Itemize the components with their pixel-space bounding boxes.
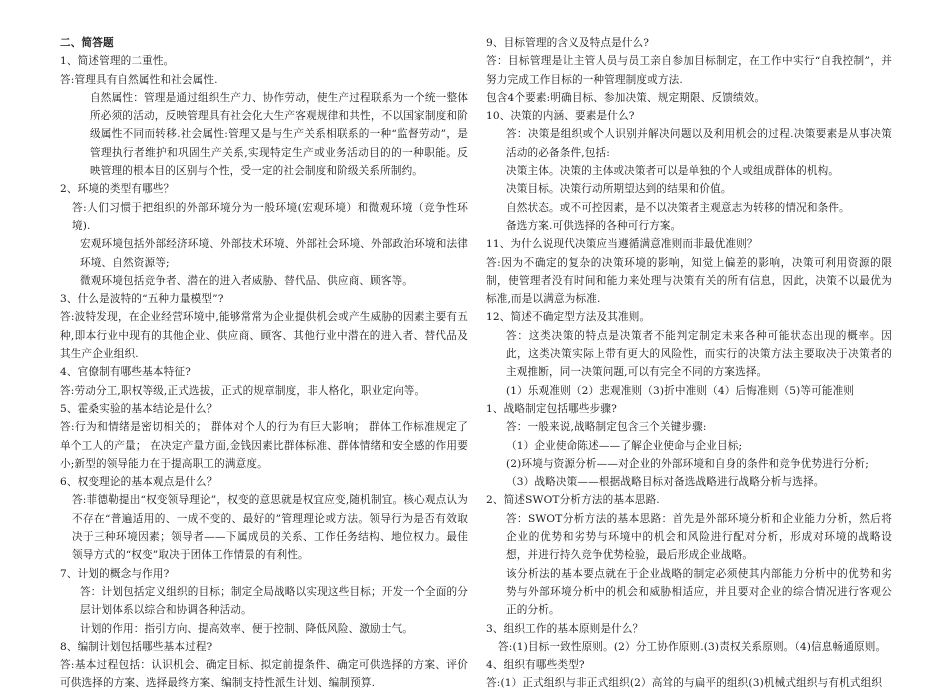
text-paragraph: 答:波特发现，在企业经营环境中,能够常常为企业提供机会或产生威胁的因素主要有五种,即本行业中现有的其他企业、供应商、顾客、其他行业中潜在的进入者、替代品及其生产企业组织. <box>60 311 468 361</box>
text-paragraph: 3、组织工作的基本原则是什么？ <box>486 622 644 635</box>
text-paragraph: 8、编制计划包括哪些基本过程? <box>60 640 213 653</box>
text-paragraph: （3）战略决策——根据战略目标对备选战略进行战略分析与选择。 <box>506 476 825 489</box>
text-paragraph: 包含4个要素:明确目标、参加决策、规定期限、反馈绩效。 <box>486 91 766 104</box>
text-paragraph: 自然状态。或不可控因素，是不以决策者主观意志为转移的情况和条件。 <box>506 201 850 214</box>
text-paragraph: 该分析法的基本要点就在于企业战略的制定必须使其内部能力分析中的优势和劣势与外部环境分析中的机会和威胁相适应，并且要对企业的综合情况进行客观公正的分析。 <box>506 567 892 617</box>
text-paragraph: 备选方案.可供选择的各种可行方案。 <box>506 219 682 232</box>
text-paragraph: 答：目标管理是让主管人员与员工亲自参加目标制定，在工作中实行“自我控制”，并努力完成工作目标的一种管理制度或方法. <box>486 55 892 86</box>
text-paragraph: 4、组织有哪些类型? <box>486 659 585 672</box>
text-paragraph: 自然属性：管理是通过组织生产力、协作劳动，使生产过程联系为一个统一整体所必须的活动，反映管理具有社会化大生产客观规律和共性，不以国家制度和阶级属性不同而转移.社会属性:管理又是与生产关系相联系的一种“监督劳动”，是管理执行者维护和巩固生产关系,实现特定生产或业务活动目的的一种职能。反映管理的根本目的区别与个性，受一定的社会制度和阶级关系所制约。 <box>90 91 468 178</box>
text-paragraph: 答:因为不确定的复杂的决策环境的影响，知觉上偏差的影响，决策可利用资源的限制，使管理者没有时间和能力来处理与决策有关的所有信息，因此，决策不以最优为标准,而是以满意为标准. <box>486 256 892 306</box>
text-paragraph: 11、为什么说现代决策应当遵循满意准则而非最优准则？ <box>486 238 758 251</box>
text-paragraph: 答:(1)目标一致性原则。(2）分工协作原则.(3)责权关系原则。（4)信息畅通原则。 <box>498 640 887 653</box>
right-column <box>486 34 892 693</box>
text-paragraph: 2、环境的类型有哪些？ <box>60 183 175 196</box>
text-paragraph: 12、简述不确定型方法及其准则。 <box>486 311 651 324</box>
text-paragraph: 3、什么是波特的“五种力量模型”? <box>60 293 224 306</box>
section-heading: 二、简答题 <box>60 37 114 49</box>
text-paragraph: （1）企业使命陈述——了解企业使命与企业目标; <box>506 439 743 452</box>
text-paragraph: 1、简述管理的二重性。 <box>60 55 175 68</box>
text-paragraph: 答:菲德勒提出“权变领导理论”，权变的意思就是权宜应变,随机制宜。核心观点认为不存在“普遍适用的、一成不变的、最好的”管理理论或方法。领导行为是否有效取决于三种环境因素；领导者——下属成员的关系、工作任务结构、地位权力。最佳领导方式的“权变”取决于团体工作情景的有利性。 <box>72 494 468 562</box>
text-paragraph: 答：这类决策的特点是决策者不能判定制定未来各种可能状态出现的概率。因此，这类决策实际上带有更大的风险性，而实行的决策方法主要取决于决策者的主观推断，同一决策问题,可以有完全不同的方案选择。 <box>506 329 892 379</box>
text-paragraph: 决策主体。决策的主体或决策者可以是单独的个人或组成群体的机构。 <box>506 165 840 178</box>
text-paragraph: 微观环境包括竞争者、潜在的进入者威胁、替代品、供应商、顾客等。 <box>80 274 414 287</box>
text-paragraph: 宏观环境包括外部经济环境、外部技术环境、外部社会环境、外部政治环境和法律环境、自然资源等; <box>80 238 468 269</box>
text-paragraph: 9、目标管理的含义及特点是什么? <box>486 37 650 49</box>
text-paragraph: 5、霍桑实验的基本结论是什么？ <box>60 402 218 415</box>
text-paragraph: 10、决策的内涵、要素是什么? <box>486 110 635 123</box>
text-paragraph: 计划的作用：指引方向、提高效率、便于控制、降低风险、激励士气。 <box>80 622 414 635</box>
text-paragraph: 答:劳动分工,职权等级,正式选拔，正式的规章制度，非人格化，职业定向等。 <box>60 384 426 397</box>
text-paragraph: (1）乐观准则（2）悲观准则（3)折中准则（4）后悔准则（5)等可能准则 <box>506 384 855 397</box>
text-paragraph: 6、权变理论的基本观点是什么？ <box>60 476 218 489</box>
text-paragraph: 答:行为和情绪是密切相关的； 群体对个人的行为有巨大影响； 群体工作标准规定了单个工人的产量； 在决定产量方面,金钱因素比群体标准、群体情绪和安全感的作用要小;新型的领导能力在于提高职工的满意度。 <box>60 421 468 470</box>
text-paragraph: 答:基本过程包括：认识机会、确定目标、拟定前提条件、确定可供选择的方案、评价可供选择的方案、选择最终方案、编制支持性派生计划、编制预算. <box>60 659 468 690</box>
text-paragraph: 答:人们习惯于把组织的外部环境分为一般环境(宏观环境）和微观环境（竞争性环境). <box>72 201 468 232</box>
text-paragraph: 7、计划的概念与作用? <box>60 567 170 580</box>
text-paragraph: 答：一般来说,战略制定包含三个关键步骤: <box>506 421 707 434</box>
text-paragraph: 1、战略制定包括哪些步骤? <box>486 402 617 415</box>
text-paragraph: (2)环境与资源分析——对企业的外部环境和自身的条件和竞争优势进行分析; <box>506 457 869 470</box>
text-paragraph: 答:(1）正式组织与非正式组织(2）高耸的与扁平的组织(3)机械式组织与有机式组织 <box>486 677 883 690</box>
text-paragraph: 答：计划包括定义组织的目标；制定全局战略以实现这些目标；开发一个全面的分层计划体系以综合和协调各种活动。 <box>80 585 468 617</box>
left-column <box>60 34 468 693</box>
text-paragraph: 答：SWOT分析方法的基本思路：首先是外部环境分析和企业能力分析，然后将企业的优势和劣势与环境中的机会和风险进行配对分析，形成对环境的战略设想，并进行持久竞争优势检验，最后形成企业战略。 <box>506 512 892 562</box>
text-paragraph: 4、官僚制有哪些基本特征? <box>60 366 191 379</box>
text-paragraph: 2、简述SWOT分析方法的基本思路. <box>486 494 660 507</box>
text-paragraph: 答：决策是组织或个人识别并解决问题以及利用机会的过程.决策要素是从事决策活动的必备条件,包括: <box>506 128 892 159</box>
text-paragraph: 答:管理具有自然属性和社会属性. <box>60 73 218 86</box>
text-paragraph: 决策目标。决策行动所期望达到的结果和价值。 <box>506 183 732 196</box>
